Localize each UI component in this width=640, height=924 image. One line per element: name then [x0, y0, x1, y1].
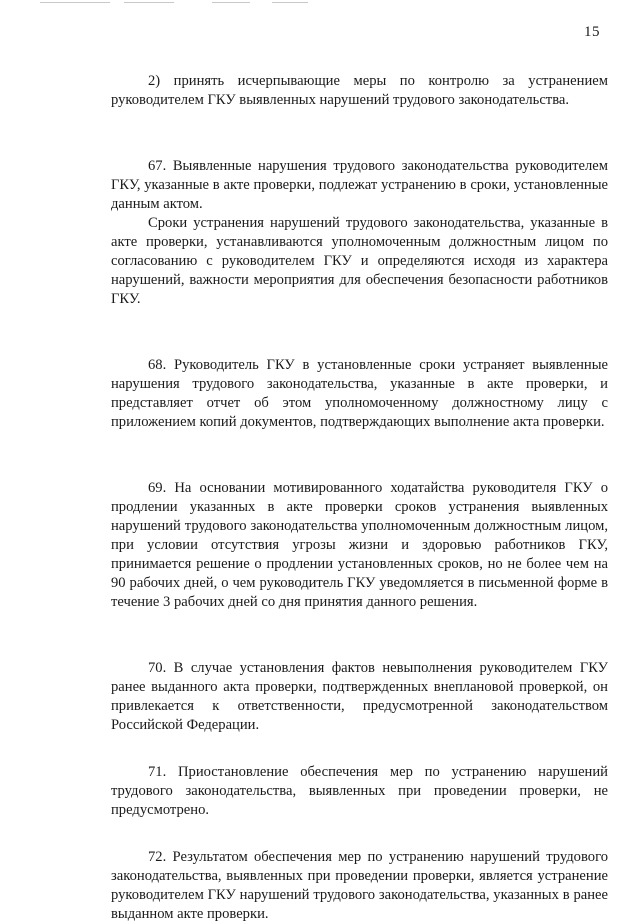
paragraph-72: 72. Результатом обеспечения мер по устранению нарушений трудового законодательства, выявленных при проведении проверки, является устранение руководителем ГКУ нарушений трудового законодательства, указанных в ранее выданном акте проверки. [111, 849, 608, 922]
scan-artifact-line [40, 2, 110, 3]
paragraph-67: 67. Выявленные нарушения трудового законодательства руководителем ГКУ, указанные в акте проверки, подлежат устранению в сроки, установленные данным актом. [111, 158, 608, 212]
paragraph-item-2: 2) принять исчерпывающие меры по контролю за устранением руководителем ГКУ выявленных нарушений трудового законодательства. [111, 73, 608, 108]
paragraph-67-terms: Сроки устранения нарушений трудового законодательства, указанные в акте проверки, устанавливаются уполномоченным должностным лицом по согласованию с руководителем ГКУ и определяются исходя из характера нарушений, важности мероприятия для обеспечения безопасности работников ГКУ. [111, 215, 608, 307]
page-number: 15 [584, 24, 600, 40]
scan-artifact-line [272, 2, 308, 3]
paragraph-68: 68. Руководитель ГКУ в установленные сроки устраняет выявленные нарушения трудового законодательства, указанные в акте проверки, и представляет отчет об этом уполномоченному должностному лицу с приложением копий документов, подтверждающих выполнение акта проверки. [111, 357, 608, 430]
paragraph-71: 71. Приостановление обеспечения мер по устранению нарушений трудового законодательства, выявленных при проведении проверки, не предусмотрено. [111, 764, 608, 818]
scan-artifact-line [212, 2, 250, 3]
document-body [111, 72, 608, 924]
scan-artifact-line [124, 2, 174, 3]
paragraph-69: 69. На основании мотивированного ходатайства руководителя ГКУ о продлении указанных в акте проверки сроков устранения выявленных нарушений трудового законодательства уполномоченным должностным лицом, при условии отсутствия угрозы жизни и здоровью работников ГКУ, принимается решение о продлении установленных сроков, но не более чем на 90 рабочих дней, о чем руководитель ГКУ уведомляется в письменной форме в течение 3 рабочих дней со дня принятия данного решения. [111, 480, 608, 610]
paragraph-70: 70. В случае установления фактов невыполнения руководителем ГКУ ранее выданного акта проверки, подтвержденных внеплановой проверкой, он привлекается к ответственности, предусмотренной законодательством Российской Федерации. [111, 660, 608, 733]
